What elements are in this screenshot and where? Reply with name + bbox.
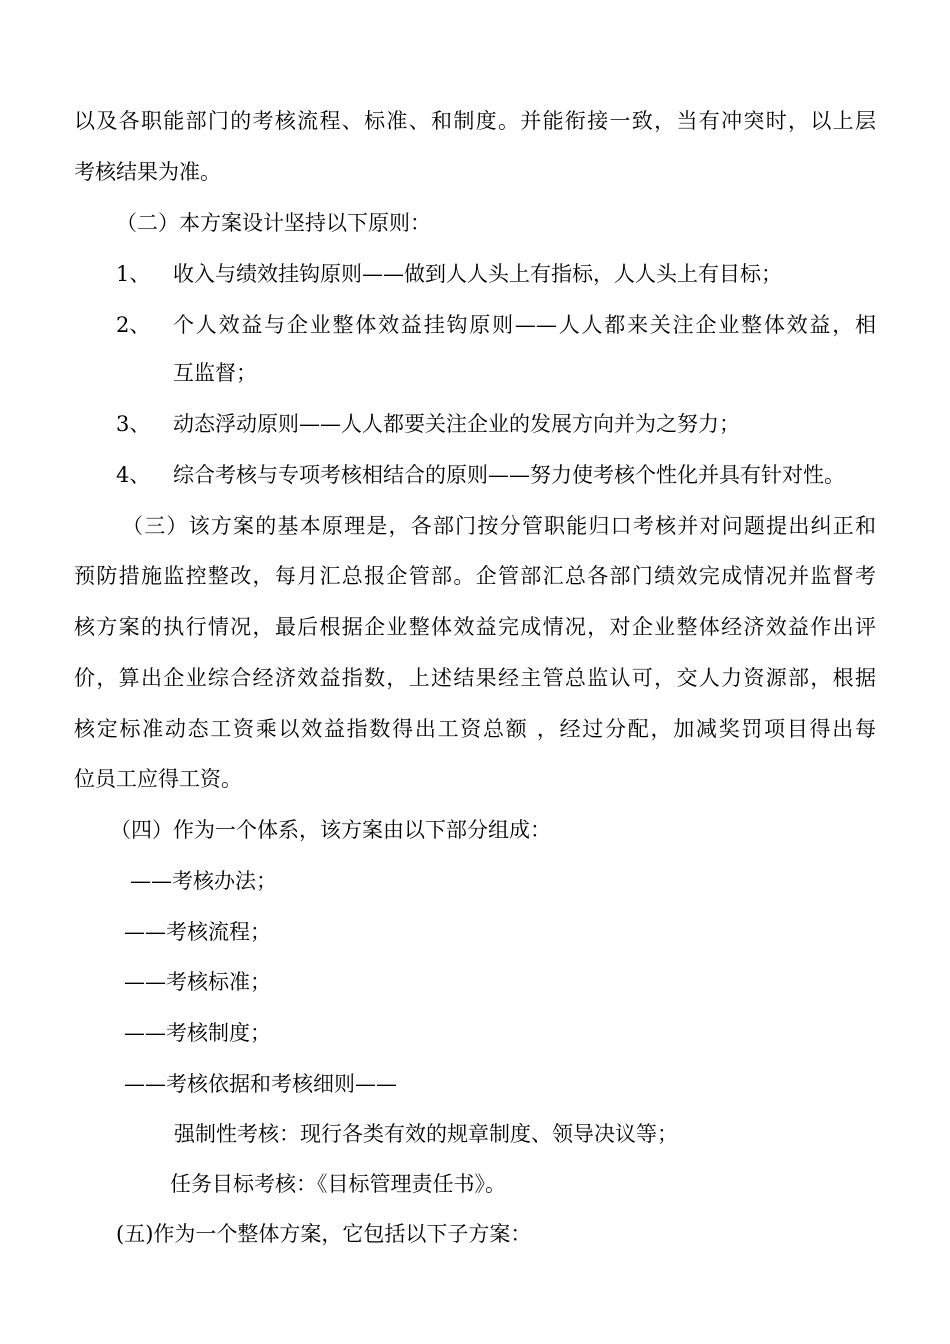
list-item-text: 收入与绩效挂钩原则——做到人人头上有指标，人人头上有目标； bbox=[173, 262, 782, 286]
list-item-number: 2、 bbox=[116, 313, 151, 337]
component-item: ——考核流程； bbox=[124, 920, 271, 944]
sub-item: 强制性考核：现行各类有效的规章制度、领导决议等； bbox=[174, 1122, 678, 1146]
list-item-text: 个人效益与企业整体效益挂钩原则——人人都来关注企业整体效益，相 bbox=[173, 313, 876, 337]
list-item-number: 4、 bbox=[116, 463, 151, 487]
component-item: ——考核标准； bbox=[124, 970, 271, 994]
list-item-text-continued: 互监督； bbox=[173, 361, 257, 385]
component-item: ——考核依据和考核细则—— bbox=[124, 1072, 397, 1096]
component-item: ——考核制度； bbox=[124, 1021, 271, 1045]
component-item: ——考核办法； bbox=[130, 869, 277, 893]
intro-line-2: 考核结果为准。 bbox=[74, 160, 221, 184]
section3-line-4: 价，算出企业综合经济效益指数，上述结果经主管总监认可，交人力资源部，根据 bbox=[74, 666, 876, 690]
list-item-text: 综合考核与专项考核相结合的原则——努力使考核个性化并具有针对性。 bbox=[173, 463, 845, 487]
list-item-number: 3、 bbox=[116, 412, 151, 436]
section3-line-1: （三）该方案的基本原理是，各部门按分管职能归口考核并对问题提出纠正和 bbox=[122, 514, 876, 538]
intro-line-1: 以及各职能部门的考核流程、标准、和制度。并能衔接一致，当有冲突时，以上层 bbox=[74, 109, 876, 133]
section5-heading: (五)作为一个整体方案，它包括以下子方案： bbox=[116, 1222, 532, 1246]
list-item-text: 动态浮动原则——人人都要关注企业的发展方向并为之努力； bbox=[173, 412, 740, 436]
section3-line-3: 核方案的执行情况，最后根据企业整体效益完成情况，对企业整体经济效益作出评 bbox=[74, 615, 876, 639]
section3-line-2: 预防措施监控整改，每月汇总报企管部。企管部汇总各部门绩效完成情况并监督考 bbox=[74, 564, 876, 588]
list-item-number: 1、 bbox=[116, 262, 151, 286]
section4-heading: （四）作为一个体系，该方案由以下部分组成： bbox=[110, 818, 551, 842]
section3-line-6: 位员工应得工资。 bbox=[74, 767, 242, 791]
sub-item: 任务目标考核：《目标管理责任书》。 bbox=[170, 1172, 506, 1196]
section3-line-5: 核定标准动态工资乘以效益指数得出工资总额 ，经过分配，加减奖罚项目得出每 bbox=[74, 717, 876, 741]
section2-heading: （二）本方案设计坚持以下原则： bbox=[116, 211, 431, 235]
